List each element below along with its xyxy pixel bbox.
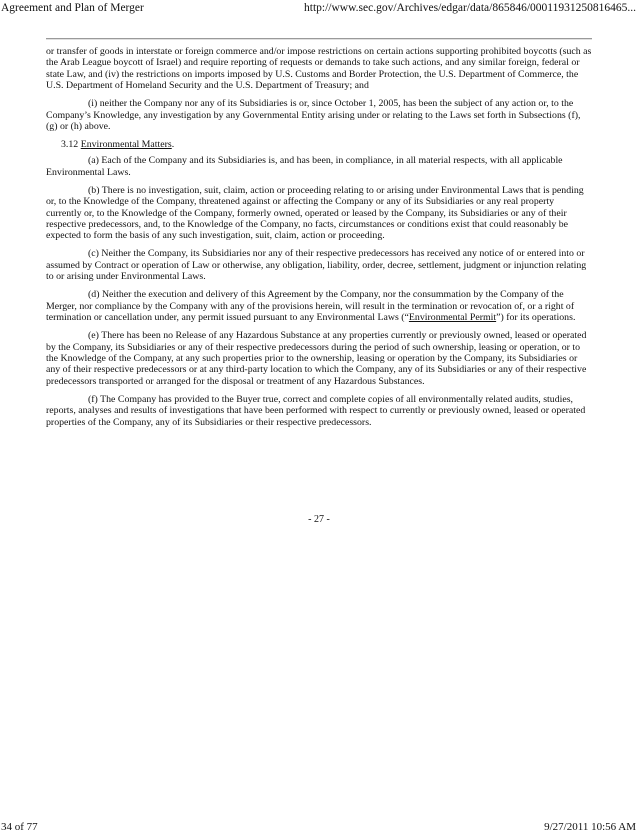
header-divider	[46, 38, 592, 40]
paragraph-c: (c) Neither the Company, its Subsidiaries nor any of their respective predecessors has received any notice of or entered into or assumed by Contract or operation of Law or otherwise, any obligation, liability, order, decree, settlement, judgment or injunction relating to or arising under Environmental Laws.	[46, 248, 587, 283]
page-number: - 27 -	[308, 514, 330, 525]
paragraph-a: (a) Each of the Company and its Subsidiaries is, and has been, in compliance, in all material respects, with all applicable Environmental Laws.	[46, 155, 563, 178]
print-timestamp: 9/27/2011 10:56 AM	[544, 821, 636, 833]
paragraph-i: (i) neither the Company nor any of its Subsidiaries is or, since October 1, 2005, has been the subject of any action or, to the Company’s Knowledge, any investigation by any Governmental Entity arising under or relating to the Laws set forth in Subsections (f), (g) or (h) above.	[46, 98, 581, 133]
document-body	[46, 46, 592, 435]
section-heading	[46, 139, 592, 150]
print-page-count: 34 of 77	[1, 821, 38, 833]
browser-page-url: http://www.sec.gov/Archives/edgar/data/865846/00011931250816465...	[304, 2, 636, 14]
section-number: 3.12	[61, 139, 79, 151]
section-title: Environmental Matters	[80, 139, 172, 151]
browser-page-title: Agreement and Plan of Merger	[1, 2, 144, 14]
defined-term-environmental-permit: Environmental Permit	[408, 312, 497, 324]
paragraph-d	[46, 289, 592, 323]
paragraph-continued: or transfer of goods in interstate or foreign commerce and/or impose restrictions on certain actions supporting prohibited boycotts (such as the Arab League boycott of Israel) and require reporting of requests or demands to take such actions, and any similar foreign, federal or state Law, and (iv) the restrictions on imports imposed by U.S. Customs and Border Protection, the U.S. Department of Commerce, the U.S. Department of Homeland Security and the U.S. Department of Treasury; and	[46, 46, 592, 92]
paragraph-d-text: (d) Neither the execution and delivery of this Agreement by the Company, nor the consummation by the Company of the Merger, nor compliance by the Company with any of the provisions herein, will result in the termination or revocation of, or a right of termination or cancellation under, any permit issued pursuant to any Environmental Laws (“	[46, 289, 575, 324]
paragraph-b: (b) There is no investigation, suit, claim, action or proceeding relating to or arising under Environmental Laws that is pending or, to the Knowledge of the Company, threatened against or affecting the Company or any of its Subsidiaries or any real property currently or, to the Knowledge of the Company, formerly owned, operated or leased by the Company, its Subsidiaries or any of their respective predecessors, and, to the Knowledge of the Company, no facts, circumstances or conditions exist that could reasonably be expected to form the basis of any such investigation, suit, claim, action or proceeding.	[46, 184, 584, 242]
paragraph-e: (e) There has been no Release of any Hazardous Substance at any properties currently or previously owned, leased or operated by the Company, its Subsidiaries or any of their respective predecessors during the period of such ownership, leasing or operation, or to the Knowledge of the Company, at any such properties prior to the ownership, leasing or operation by the Company, its Subsidiaries or any of their respective predecessors or at any third-party location to which the Company, any of its Subsidiaries or any of their respective predecessors transported or arranged for the disposal or treatment of any Hazardous Substances.	[46, 330, 587, 387]
paragraph-d-text-end: ”) for its operations.	[496, 312, 576, 324]
section-title-suffix: .	[171, 139, 175, 151]
paragraph-f: (f) The Company has provided to the Buyer true, correct and complete copies of all environmentally related audits, studies, reports, analyses and results of investigations that have been performed with respect to currently or previously owned, leased or operated properties of the Company, any of its Subsidiaries or their respective predecessors.	[46, 393, 586, 428]
